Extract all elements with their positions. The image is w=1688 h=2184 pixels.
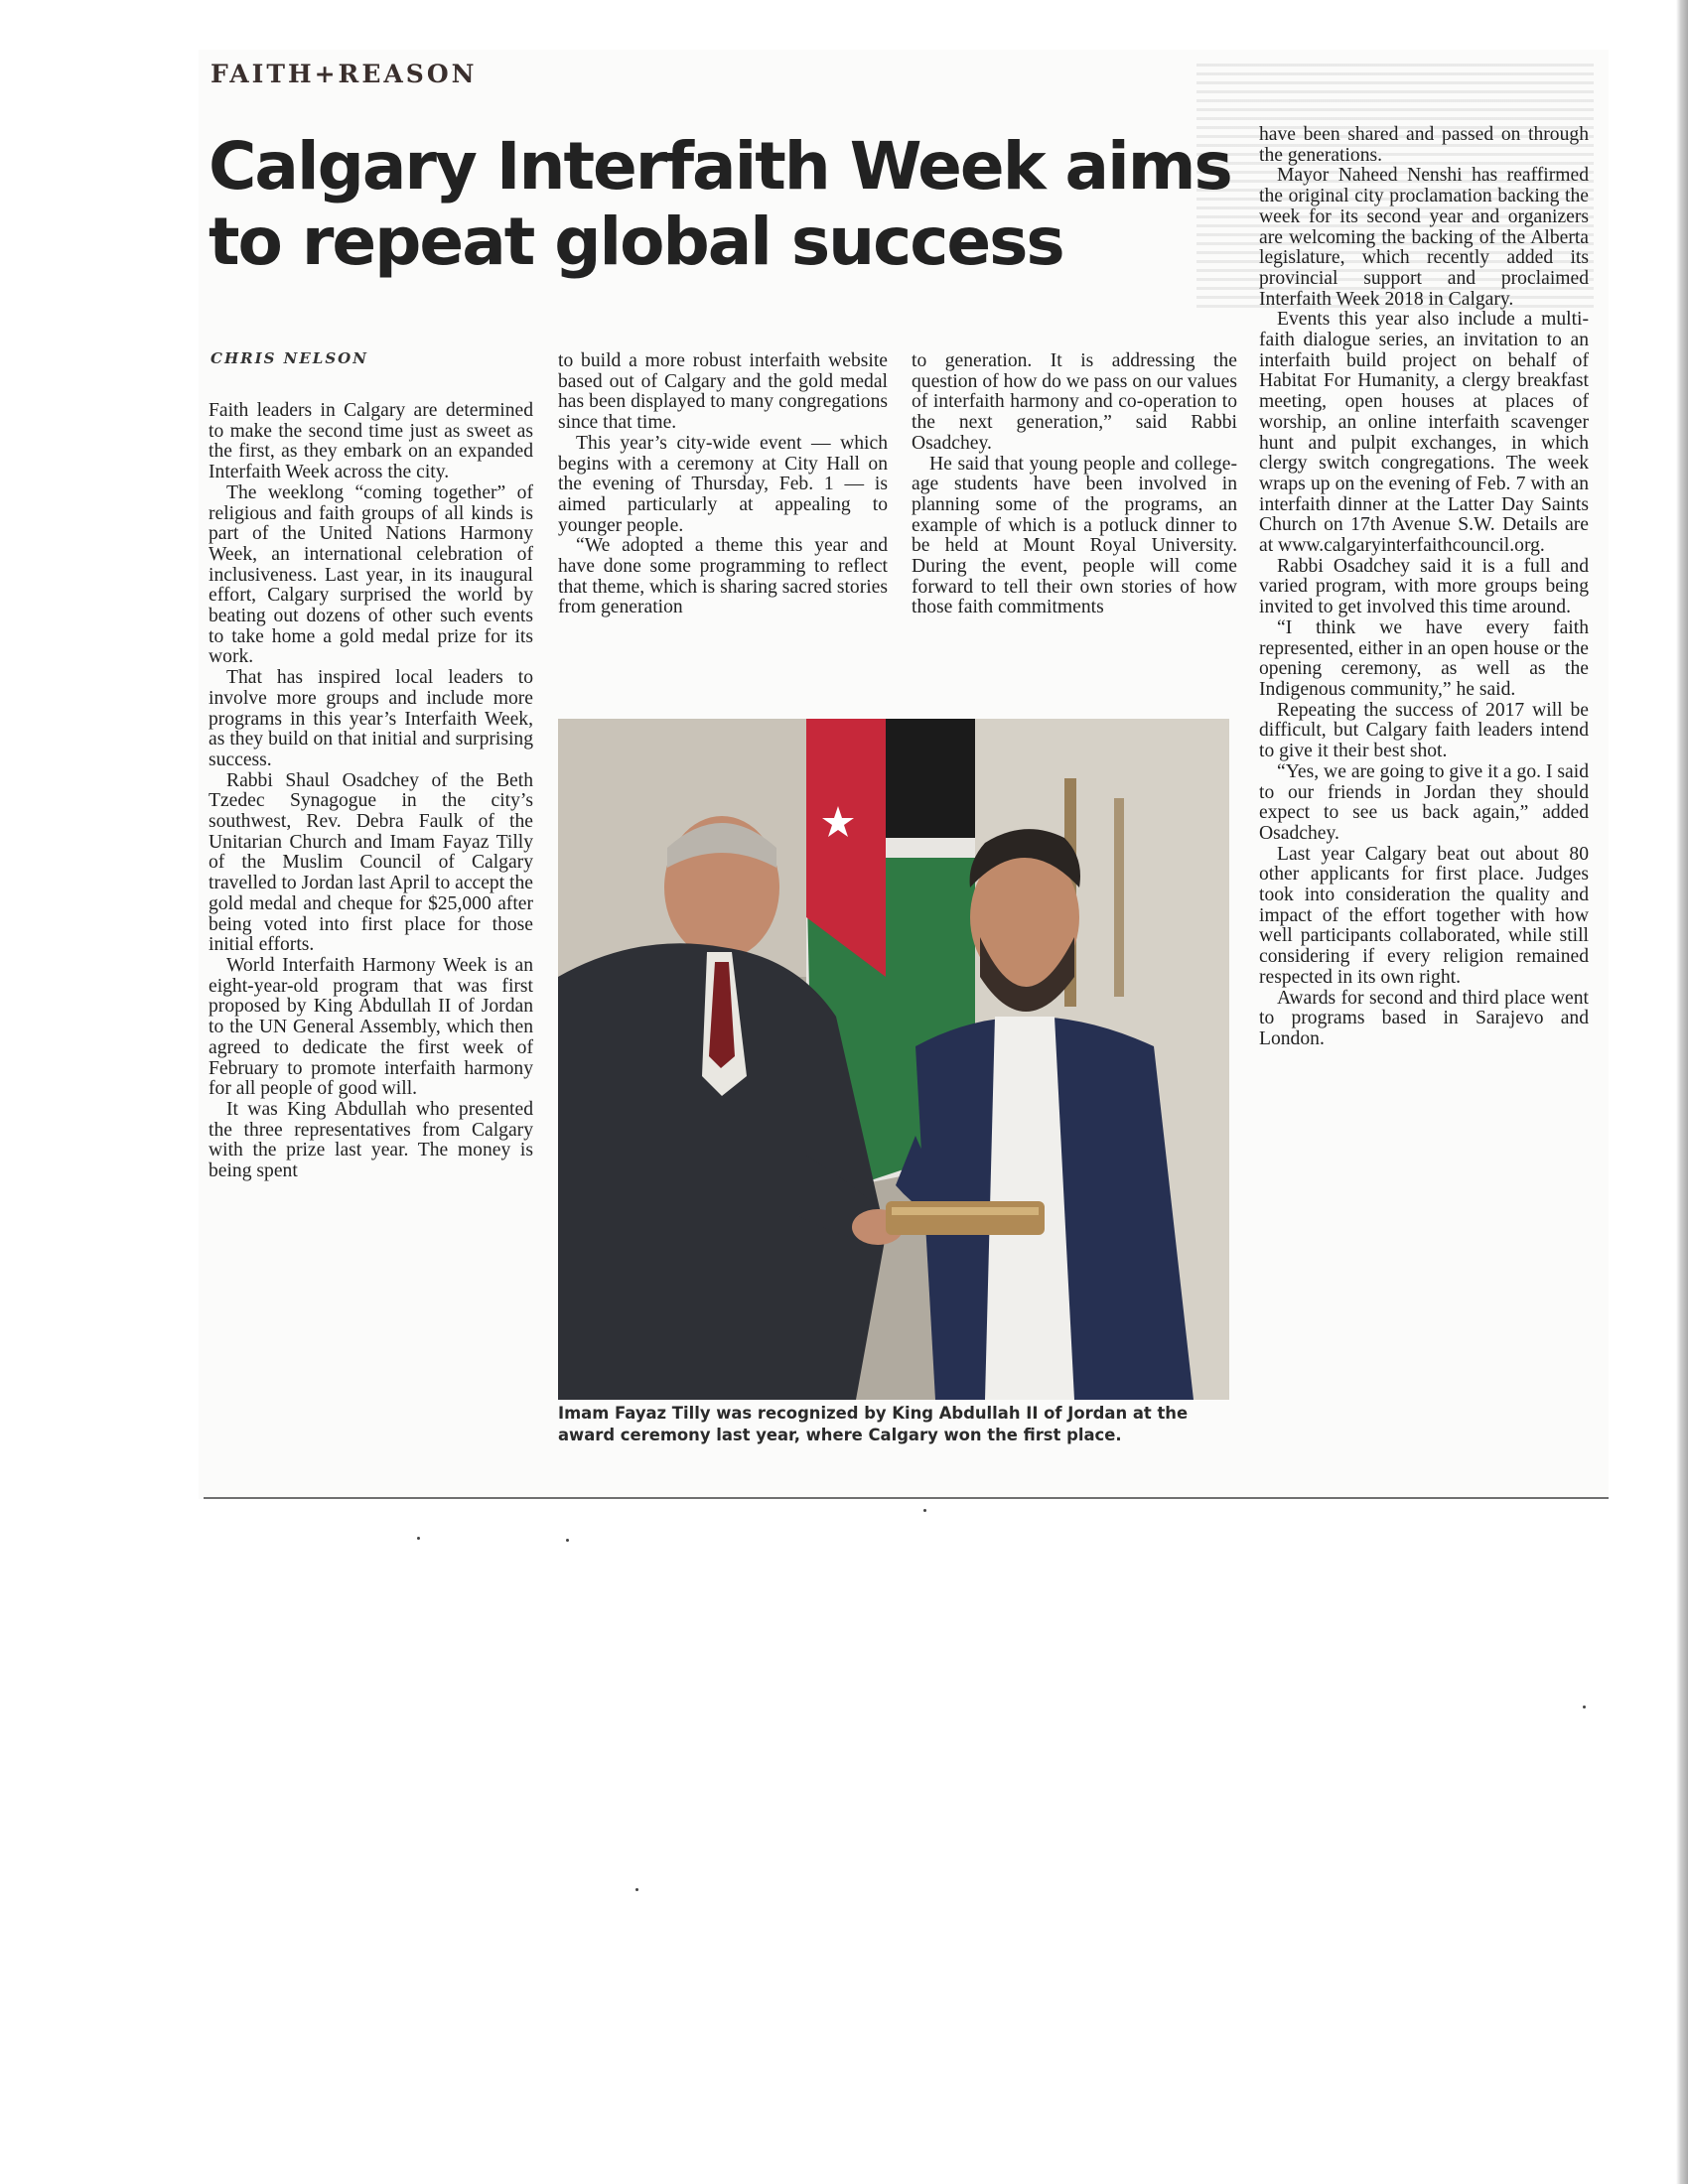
paragraph: The weeklong “coming together” of religious and faith groups of all kinds is part of the United Nations Harmony Week, an international celebration of inclusiveness. Last year, in its inaugural effort, Calgary surprised the world by beating out dozens of other such events to take home a gold medal prize for its work. xyxy=(209,481,533,668)
paragraph: Rabbi Shaul Osadchey of the Beth Tzedec Synagogue in the city’s southwest, Rev. Debra Faulk of the Unitarian Church and Imam Fayaz Tilly of the Muslim Council of Calgary travelled to Jordan last April to accept the gold medal and cheque for $25,000 after being voted into first place for those initial efforts. xyxy=(209,769,533,956)
article-headline: Calgary Interfaith Week aims to repeat global success xyxy=(209,128,1231,280)
paragraph: “We adopted a theme this year and have done some programming to reflect that theme, which is sharing sacred stories from generation xyxy=(558,535,888,618)
paragraph: Events this year also include a multi-faith dialogue series, an invitation to an interfaith build project on behalf of Habitat For Humanity, a clergy breakfast meeting, open houses at places of worship, an online interfaith scavenger hunt and pulpit exchanges, in which clergy switch congregations. The week wraps up on the evening of Feb. 7 with an interfaith dinner at the Latter Day Saints Church on 17th Avenue S.W. Details are at www.calgaryinterfaithcouncil.org. xyxy=(1259,309,1589,557)
paragraph: Repeating the success of 2017 will be difficult, but Calgary faith leaders intend to give it their best shot. xyxy=(1259,699,1589,762)
paragraph: “I think we have every faith represented, either in an open house or the opening ceremony, as well as the Indigenous community,” he said. xyxy=(1259,616,1589,700)
scan-speck xyxy=(566,1539,569,1542)
paragraph: He said that young people and college-age students have been involved in planning some of the programs, an example of which is a potluck dinner to be held at Mount Royal University. During the event, people will come forward to tell their own stories of how those faith commitments xyxy=(912,453,1237,618)
paragraph: to build a more robust interfaith website based out of Calgary and the gold medal has been displayed to many congregations since that time. xyxy=(558,350,888,434)
scan-speck xyxy=(635,1888,638,1891)
scan-speck xyxy=(923,1509,926,1512)
news-photo xyxy=(558,719,1229,1400)
photo-caption: Imam Fayaz Tilly was recognized by King Abdullah II of Jordan at the award ceremony last year, where Calgary won the first place. xyxy=(558,1404,1189,1444)
paragraph: “Yes, we are going to give it a go. I said to our friends in Jordan they should expect to see us back again,” added Osadchey. xyxy=(1259,760,1589,844)
article-column-1 xyxy=(209,401,533,1182)
paragraph: have been shared and passed on through the generations. xyxy=(1259,124,1589,166)
paragraph: Mayor Naheed Nenshi has reaffirmed the original city proclamation backing the week for its second year and organizers are welcoming the backing of the Alberta legislature, which recently added its provincial support and proclaimed Interfaith Week 2018 in Calgary. xyxy=(1259,165,1589,310)
paragraph: It was King Abdullah who presented the three representatives from Calgary with the prize last year. The money is being spent xyxy=(209,1098,533,1182)
scan-edge-shadow xyxy=(1676,0,1688,2184)
paragraph: Faith leaders in Calgary are determined to make the second time just as sweet as the first, as they embark on an expanded Interfaith Week across the city. xyxy=(209,400,533,483)
paragraph: to generation. It is addressing the question of how do we pass on our values of interfaith harmony and co-operation to the next generation,” said Rabbi Osadchey. xyxy=(912,350,1237,454)
article-column-4 xyxy=(1259,125,1589,1050)
paragraph: World Interfaith Harmony Week is an eight-year-old program that was first proposed by King Abdullah II of Jordan to the UN General Assembly, which then agreed to dedicate the first week of February to promote interfaith harmony for all people of good will. xyxy=(209,954,533,1100)
article-column-2 xyxy=(558,351,888,618)
section-label: FAITH+REASON xyxy=(211,60,478,88)
scan-speck xyxy=(417,1537,420,1540)
paragraph: That has inspired local leaders to involve more groups and include more programs in this year’s Interfaith Week, as they build on that initial and surprising success. xyxy=(209,667,533,770)
paragraph: This year’s city-wide event — which begins with a ceremony at City Hall on the evening of Thursday, Feb. 1 — is aimed particularly at appealing to younger people. xyxy=(558,432,888,536)
paragraph: Last year Calgary beat out about 80 other applicants for first place. Judges took into consideration the quality and impact of the effort together with how well participants collaborated, while still considering if every religion remained respected in its own right. xyxy=(1259,843,1589,988)
article-column-3 xyxy=(912,351,1237,618)
paragraph: Awards for second and third place went to programs based in Sarajevo and London. xyxy=(1259,987,1589,1049)
award-ceremony-illustration xyxy=(558,719,1229,1400)
award-plaque-icon xyxy=(886,1201,1045,1235)
bottom-rule xyxy=(204,1497,1609,1499)
byline: CHRIS NELSON xyxy=(211,349,368,367)
scan-speck xyxy=(1583,1706,1586,1708)
paragraph: Rabbi Osadchey said it is a full and varied program, with more groups being invited to get involved this time around. xyxy=(1259,555,1589,618)
